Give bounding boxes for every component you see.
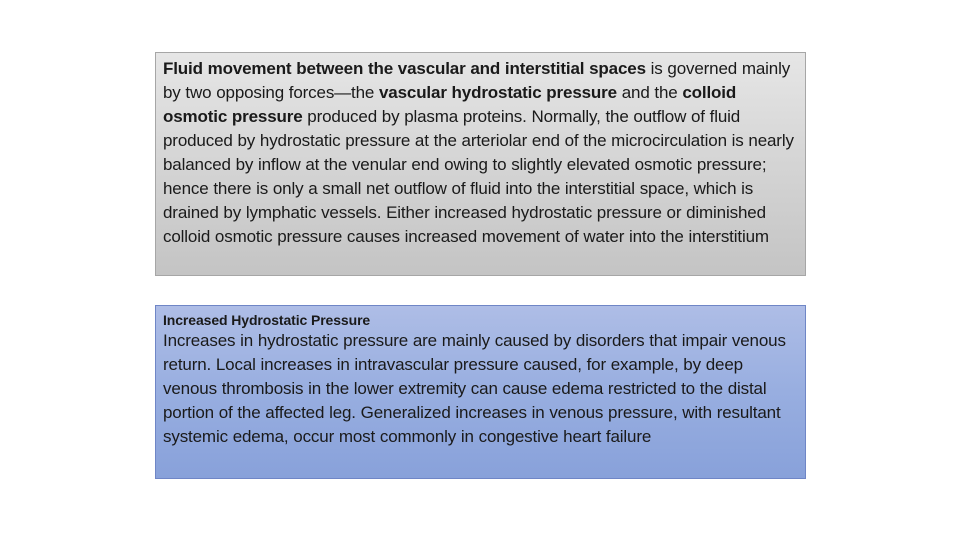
text-segment: is governed mainly by two opposing forces—the: [163, 59, 791, 102]
fluid-movement-paragraph: [163, 57, 799, 249]
hydrostatic-paragraph: Increases in hydrostatic pressure are mainly caused by disorders that impair venous return. Local increases in intravascular pressure caused, for example, by deep venous thrombosis in the lower extremity can cause edema restricted to the distal portion of the affected leg. Generalized increases in venous pressure, with resultant systemic edema, occur most commonly in congestive heart failure: [163, 331, 786, 446]
text-segment: and the: [616, 83, 683, 102]
fluid-movement-panel: [155, 52, 806, 276]
text-segment: produced by plasma proteins. Normally, the outflow of fluid produced by hydrostatic pressure at the arteriolar end of the microcirculation is nearly balanced by inflow at the venular end owing to slightly elevated osmotic pressure; hence there is only a small net outflow of fluid into the interstitial space, which is drained by lymphatic vessels. Either increased hydrostatic pressure or diminished colloid osmotic pressure causes increased movement of water into the interstitium: [163, 107, 794, 246]
bold-phrase-hydrostatic: vascular hydrostatic pressure: [378, 83, 617, 102]
hydrostatic-pressure-panel: [155, 305, 806, 479]
bold-phrase-osmotic: colloid osmotic pressure: [163, 83, 737, 126]
bold-phrase-fluid-movement: Fluid movement between the vascular and interstitial spaces: [163, 59, 646, 78]
panel-heading: Increased Hydrostatic Pressure: [163, 312, 371, 328]
